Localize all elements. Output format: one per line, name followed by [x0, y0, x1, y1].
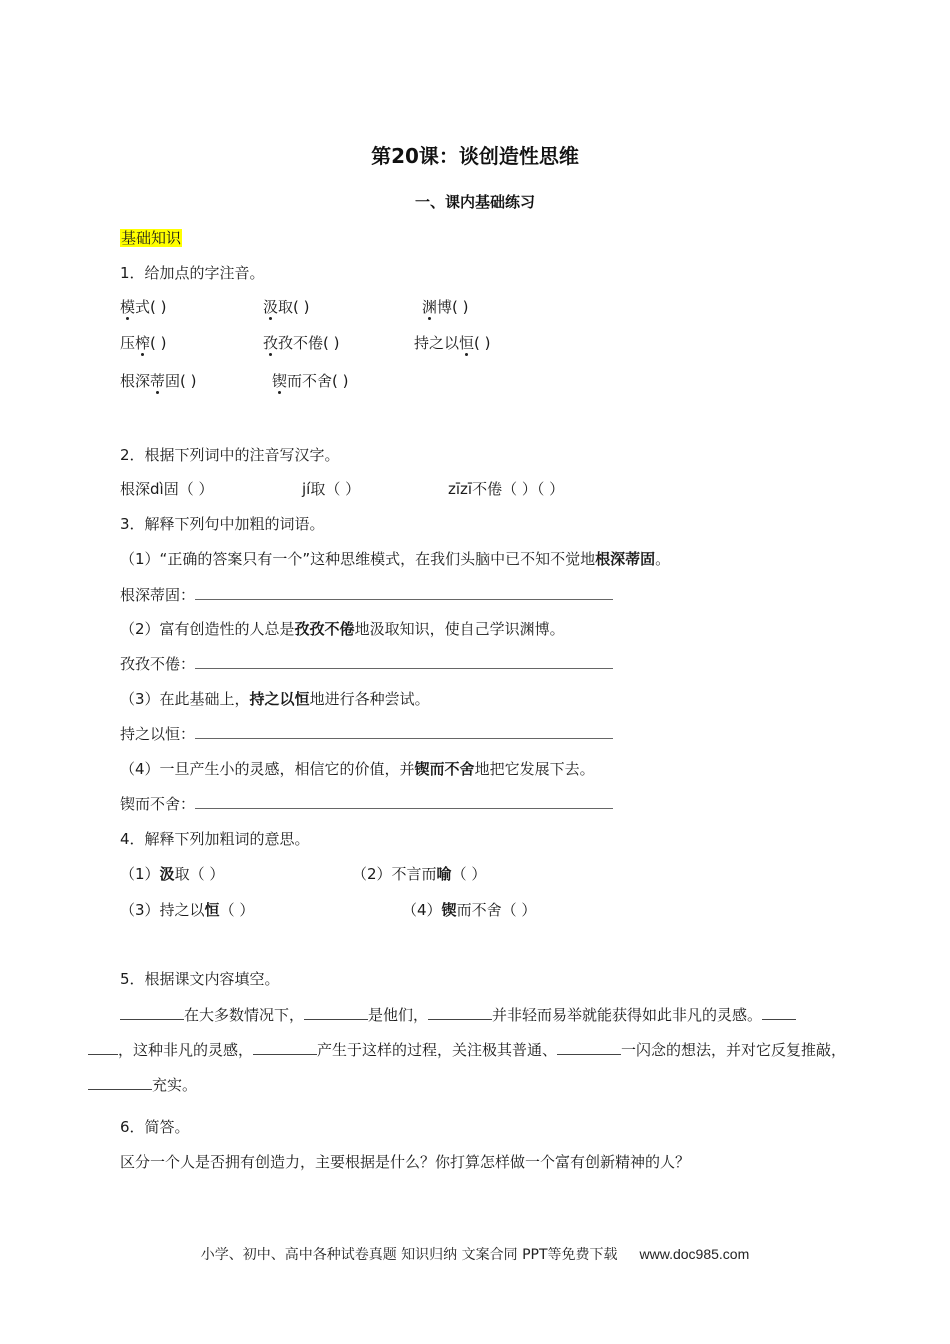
bold-term: 锲 — [441, 901, 457, 919]
answer-blank[interactable] — [195, 724, 613, 739]
q6-stem: 6．简答。 — [120, 1118, 190, 1136]
footer-url[interactable]: www.doc985.com — [639, 1246, 750, 1262]
q4-item: （4）锲而不舍（ ） — [402, 901, 537, 919]
dotted-char: 恒 — [459, 334, 475, 352]
fill-blank[interactable] — [88, 1075, 152, 1090]
q3-sentence-4: （4）一旦产生小的灵感，相信它的价值，并锲而不舍地把它发展下去。 — [120, 760, 595, 778]
q1-item: 压榨( ) — [120, 334, 167, 352]
q3-answer-3: 持之以恒： — [120, 723, 613, 745]
q4-item: （1）汲取（ ） — [120, 865, 225, 883]
fill-blank[interactable] — [428, 1005, 492, 1020]
section-heading: 一、课内基础练习 — [414, 193, 535, 211]
dotted-char: 榨 — [135, 334, 151, 352]
q3-stem: 3．解释下列句中加粗的词语。 — [120, 515, 325, 533]
q1-item: 模式( ) — [120, 298, 167, 316]
q2-item: jí取（ ） — [302, 480, 361, 498]
q1-item: 孜孜不倦( ) — [263, 334, 340, 352]
answer-blank[interactable] — [195, 654, 613, 669]
q6-question: 区分一个人是否拥有创造力，主要根据是什么？你打算怎样做一个富有创新精神的人？ — [120, 1153, 691, 1171]
q1-item: 持之以恒( ) — [414, 334, 491, 352]
dotted-char: 孜 — [263, 334, 279, 352]
bold-term: 汲 — [159, 865, 175, 883]
q2-item: zīzī不倦（ ）（ ） — [448, 480, 565, 498]
q1-item: 锲而不舍( ) — [272, 372, 349, 390]
q5-stem: 5．根据课文内容填空。 — [120, 970, 280, 988]
q2-item: 根深dì固（ ） — [120, 480, 214, 498]
q3-answer-2: 孜孜不倦： — [120, 653, 613, 675]
dotted-char: 蒂 — [150, 372, 166, 390]
page-title: 第20课：谈创造性思维 — [371, 144, 579, 168]
q3-answer-4: 锲而不舍： — [120, 793, 613, 815]
q3-sentence-2: （2）富有创造性的人总是孜孜不倦地汲取知识，使自己学识渊博。 — [120, 620, 565, 638]
bold-term: 持之以恒 — [249, 690, 310, 708]
dotted-char: 锲 — [272, 372, 288, 390]
bold-term: 锲而不舍 — [414, 760, 475, 778]
fill-blank[interactable] — [120, 1005, 184, 1020]
dotted-char: 渊 — [422, 298, 438, 316]
answer-blank[interactable] — [195, 585, 613, 600]
q4-item: （2）不言而喻（ ） — [352, 865, 487, 883]
q3-sentence-1: （1）“正确的答案只有一个”这种思维模式，在我们头脑中已不知不觉地根深蒂固。 — [120, 550, 671, 568]
q5-fill-paragraph: 在大多数情况下， 是他们， 并非轻而易举就能获得如此非凡的灵感。 ，这种非凡的灵感， 产生于这样的过程，关注极其普通、 一闪念的想法，并对它反复推敲， 充实。 — [88, 998, 858, 1103]
q4-item: （3）持之以恒（ ） — [120, 901, 255, 919]
q2-stem: 2．根据下列词中的注音写汉字。 — [120, 446, 340, 464]
q1-item: 根深蒂固( ) — [120, 372, 197, 390]
bold-term: 根深蒂固 — [595, 550, 656, 568]
q3-sentence-3: （3）在此基础上，持之以恒地进行各种尝试。 — [120, 690, 430, 708]
fill-blank[interactable] — [253, 1040, 317, 1055]
page-footer — [0, 1244, 950, 1264]
dotted-char: 模 — [120, 298, 136, 316]
q4-stem: 4．解释下列加粗词的意思。 — [120, 830, 310, 848]
fill-blank[interactable] — [762, 1005, 796, 1020]
basic-knowledge-label — [120, 227, 182, 249]
q1-stem: 1．给加点的字注音。 — [120, 264, 265, 282]
q1-item: 渊博( ) — [422, 298, 469, 316]
bold-term: 孜孜不倦 — [294, 620, 355, 638]
answer-blank[interactable] — [195, 794, 613, 809]
q3-answer-1: 根深蒂固： — [120, 584, 613, 606]
fill-blank[interactable] — [557, 1040, 621, 1055]
q1-item: 汲取( ) — [263, 298, 310, 316]
bold-term: 喻 — [436, 865, 452, 883]
bold-term: 恒 — [204, 901, 220, 919]
footer-text: 小学、初中、高中各种试卷真题 知识归纳 文案合同 PPT等免费下载 — [200, 1247, 618, 1263]
fill-blank[interactable] — [88, 1040, 118, 1055]
dotted-char: 汲 — [263, 298, 279, 316]
fill-blank[interactable] — [304, 1005, 368, 1020]
highlighted-label: 基础知识 — [121, 229, 182, 247]
